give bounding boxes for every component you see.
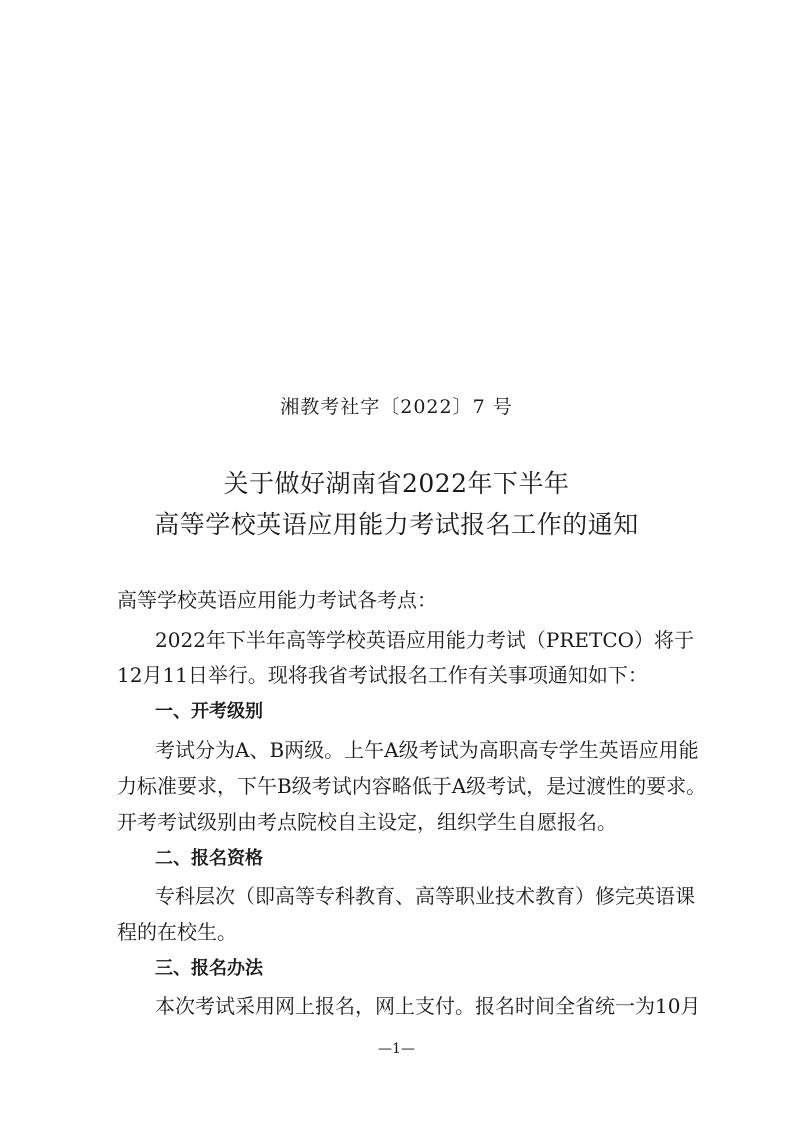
title-line-2: 高等学校英语应用能力考试报名工作的通知 [154,510,639,539]
section-1-line-3: 开考考试级别由考点院校自主设定，组织学生自愿报名。 [117,810,617,834]
section-heading-3: 三、报名办法 [155,958,263,979]
section-1-line-1: 考试分为A、B两级。上午A级考试为高职高专学生英语应用能 [155,738,699,762]
section-3-line-1: 本次考试采用网上报名，网上支付。报名时间全省统一为10月 [155,994,701,1018]
section-2-line-2: 程的在校生。 [117,920,237,944]
intro-line-2: 12月11日举行。现将我省考试报名工作有关事项通知如下： [117,663,648,687]
section-heading-2: 二、报名资格 [155,848,263,869]
section-heading-1: 一、开考级别 [155,701,263,722]
salutation: 高等学校英语应用能力考试各考点： [117,588,437,612]
title-line-1: 关于做好湖南省2022年下半年 [223,469,570,498]
page-number: —1— [378,1041,415,1057]
section-1-line-2: 力标准要求，下午B级考试内容略低于A级考试，是过渡性的要求。 [117,774,707,798]
document-number: 湘教考社字〔2022〕7 号 [280,396,513,418]
intro-line-1: 2022年下半年高等学校英语应用能力考试（PRETCO）将于 [155,628,695,652]
section-2-line-1: 专科层次（即高等专科教育、高等职业技术教育）修完英语课 [155,884,695,908]
